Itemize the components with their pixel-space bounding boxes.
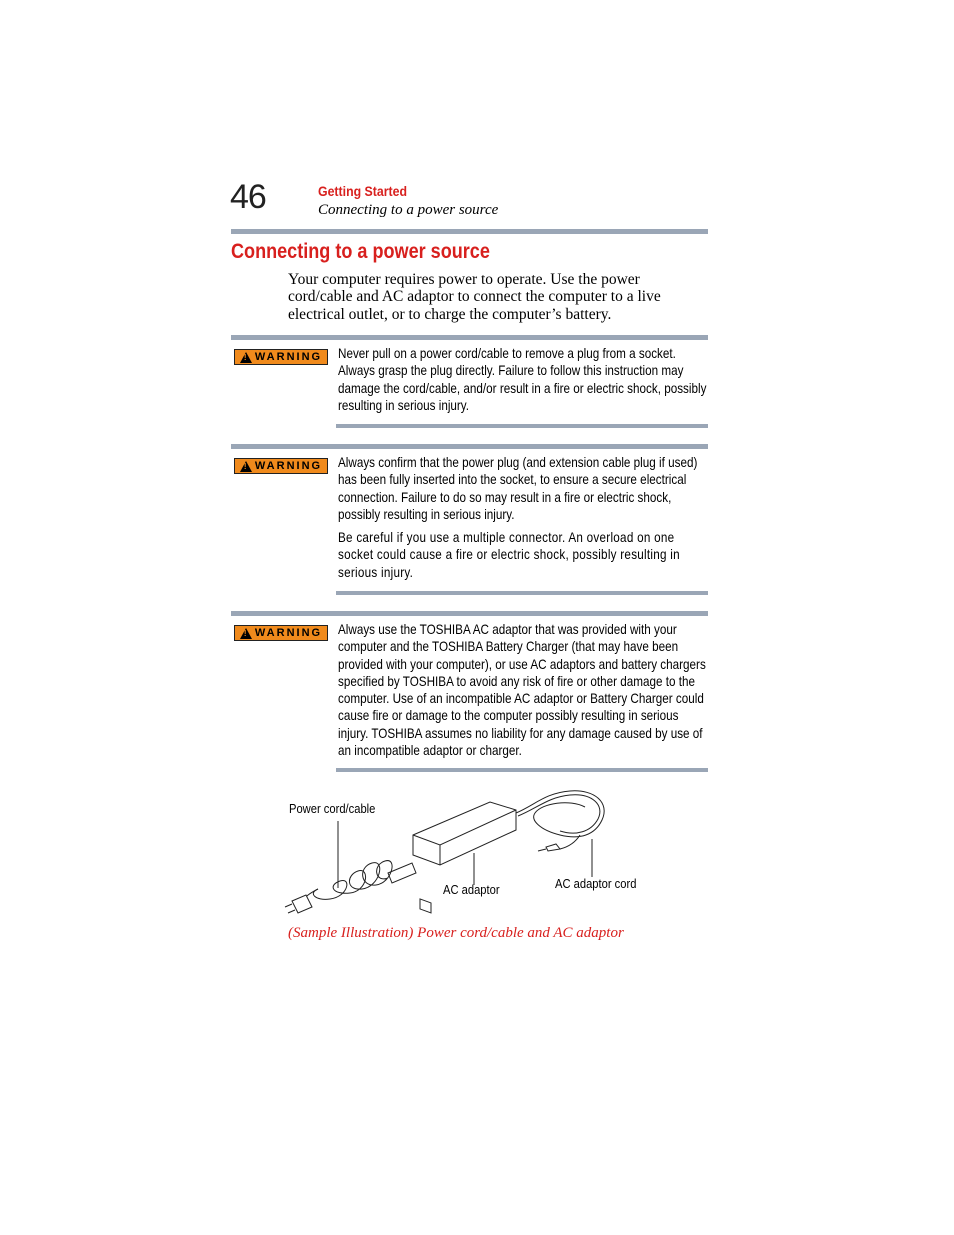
label-ac-adaptor: AC adaptor <box>443 882 500 897</box>
warning-bottom-rule <box>336 768 708 772</box>
header-rule <box>231 229 708 234</box>
warning-triangle-icon <box>240 461 252 472</box>
warning-text <box>338 621 710 765</box>
warning-paragraph: Never pull on a power cord/cable to remove a plug from a socket. Always grasp the plug directly. Failure to follow this instruction may damage the cord/cable, and/or result in a fire or electric shock, possibly resulting in serious injury. <box>338 346 707 413</box>
page-number: 46 <box>230 178 266 216</box>
running-subhead: Connecting to a power source <box>318 202 499 218</box>
warning-top-rule <box>231 444 708 449</box>
warning-top-rule <box>231 611 708 616</box>
warning-top-rule <box>231 335 708 340</box>
warning-triangle-icon <box>240 628 252 639</box>
warning-bottom-rule <box>336 424 708 428</box>
warning-text <box>338 454 710 587</box>
intro-paragraph: Your computer requires power to operate. Use the power cord/cable and AC adaptor to connect the computer to a live electrical outlet, or to charge the computer’s battery. <box>288 271 661 323</box>
label-power-cord: Power cord/cable <box>289 801 376 816</box>
figure-caption: (Sample Illustration) Power cord/cable and AC adaptor <box>288 925 624 941</box>
warning-badge <box>234 625 328 641</box>
section-title: Connecting to a power source <box>231 240 490 263</box>
label-ac-adaptor-cord: AC adaptor cord <box>555 876 637 891</box>
warning-badge-label: WARNING <box>254 460 323 472</box>
warning-paragraph: Be careful if you use a multiple connector. An overload on one socket could cause a fire or electric shock, possibly resulting in serious injury. <box>338 530 680 580</box>
warning-bottom-rule <box>336 591 708 595</box>
warning-paragraph: Always confirm that the power plug (and extension cable plug if used) has been fully inserted into the socket, to ensure a secure electrical connection. Failure to do so may result in a fire or electric shock, possibly resulting in serious injury. <box>338 455 698 522</box>
chapter-title: Getting Started <box>318 183 407 199</box>
warning-badge <box>234 458 328 474</box>
warning-badge-label: WARNING <box>254 627 323 639</box>
ac-adaptor-icon <box>413 791 604 913</box>
power-cord-icon <box>285 861 416 913</box>
warning-badge <box>234 349 328 365</box>
warning-triangle-icon <box>240 352 252 363</box>
warning-paragraph: Always use the TOSHIBA AC adaptor that was provided with your computer and the TOSHIBA Battery Charger (that may have been provided with your computer), or use AC adaptors and battery chargers specified by TOSHIBA to avoid any risk of fire or other damage to the computer. Use of an incompatible AC adaptor or Battery Charger could cause fire or damage to the computer possibly resulting in serious injury. TOSHIBA assumes no liability for any damage caused by use of an incompatible adaptor or charger. <box>338 622 706 759</box>
warning-text <box>338 345 710 420</box>
warning-badge-label: WARNING <box>254 351 323 363</box>
